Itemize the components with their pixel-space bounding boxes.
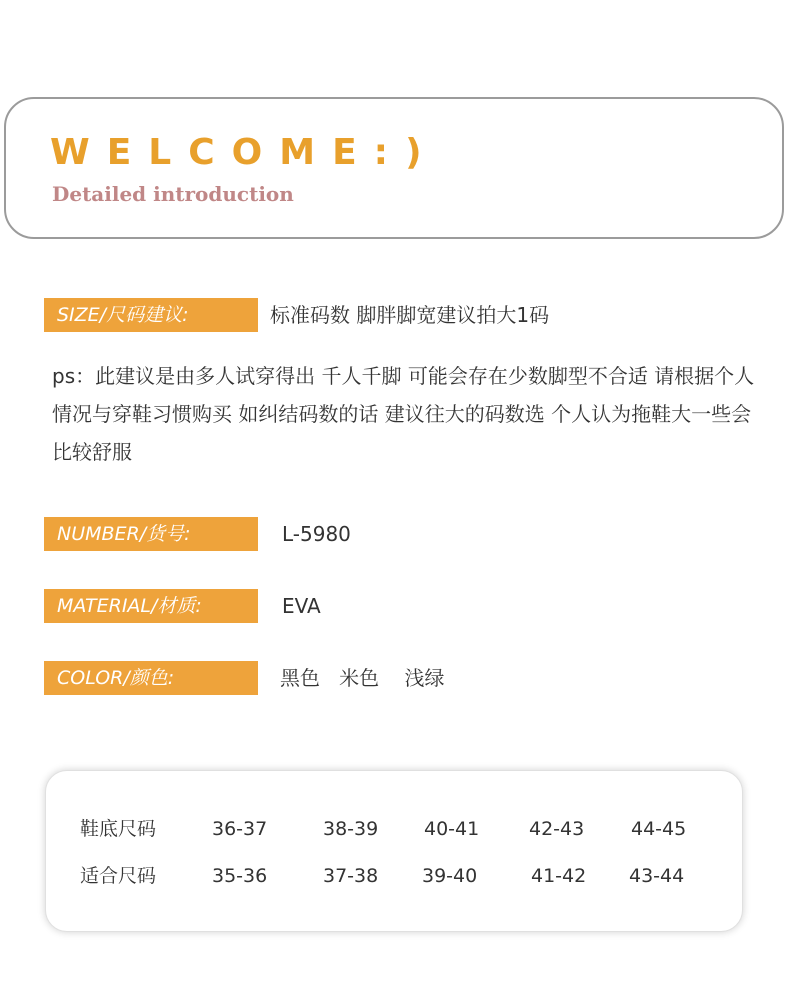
table-row <box>46 861 742 891</box>
table-cell: 35-36 <box>212 865 268 887</box>
welcome-card <box>4 97 784 239</box>
color-value: 黑色 米色 浅绿 <box>280 666 445 690</box>
table-row <box>46 814 742 844</box>
welcome-subtitle: Detailed introduction <box>52 182 294 206</box>
welcome-title: WELCOME:) <box>50 132 439 173</box>
table-cell: 36-37 <box>212 818 268 840</box>
table-cell: 42-43 <box>529 818 585 840</box>
table-cell: 38-39 <box>323 818 379 840</box>
size-note: ps：此建议是由多人试穿得出 千人千脚 可能会存在少数脚型不合适 请根据个人情况与穿鞋习惯购买 如纠结码数的话 建议往大的码数选 个人认为拖鞋大一些会比较舒服 <box>52 364 755 464</box>
table-cell: 44-45 <box>631 818 687 840</box>
number-value: L-5980 <box>282 522 351 546</box>
size-table <box>45 770 743 932</box>
table-cell: 43-44 <box>629 865 685 887</box>
table-cell: 39-40 <box>422 865 478 887</box>
material-label: MATERIAL/材质: <box>44 589 258 623</box>
size-value: 标准码数 脚胖脚宽建议拍大1码 <box>270 303 550 327</box>
color-label: COLOR/颜色: <box>44 661 258 695</box>
number-label: NUMBER/货号: <box>44 517 258 551</box>
table-cell: 41-42 <box>531 865 587 887</box>
row-label: 鞋底尺码 <box>80 818 157 840</box>
table-cell: 40-41 <box>424 818 480 840</box>
row-label: 适合尺码 <box>80 865 157 887</box>
size-label: SIZE/尺码建议: <box>44 298 258 332</box>
table-cell: 37-38 <box>323 865 379 887</box>
material-value: EVA <box>282 594 321 618</box>
